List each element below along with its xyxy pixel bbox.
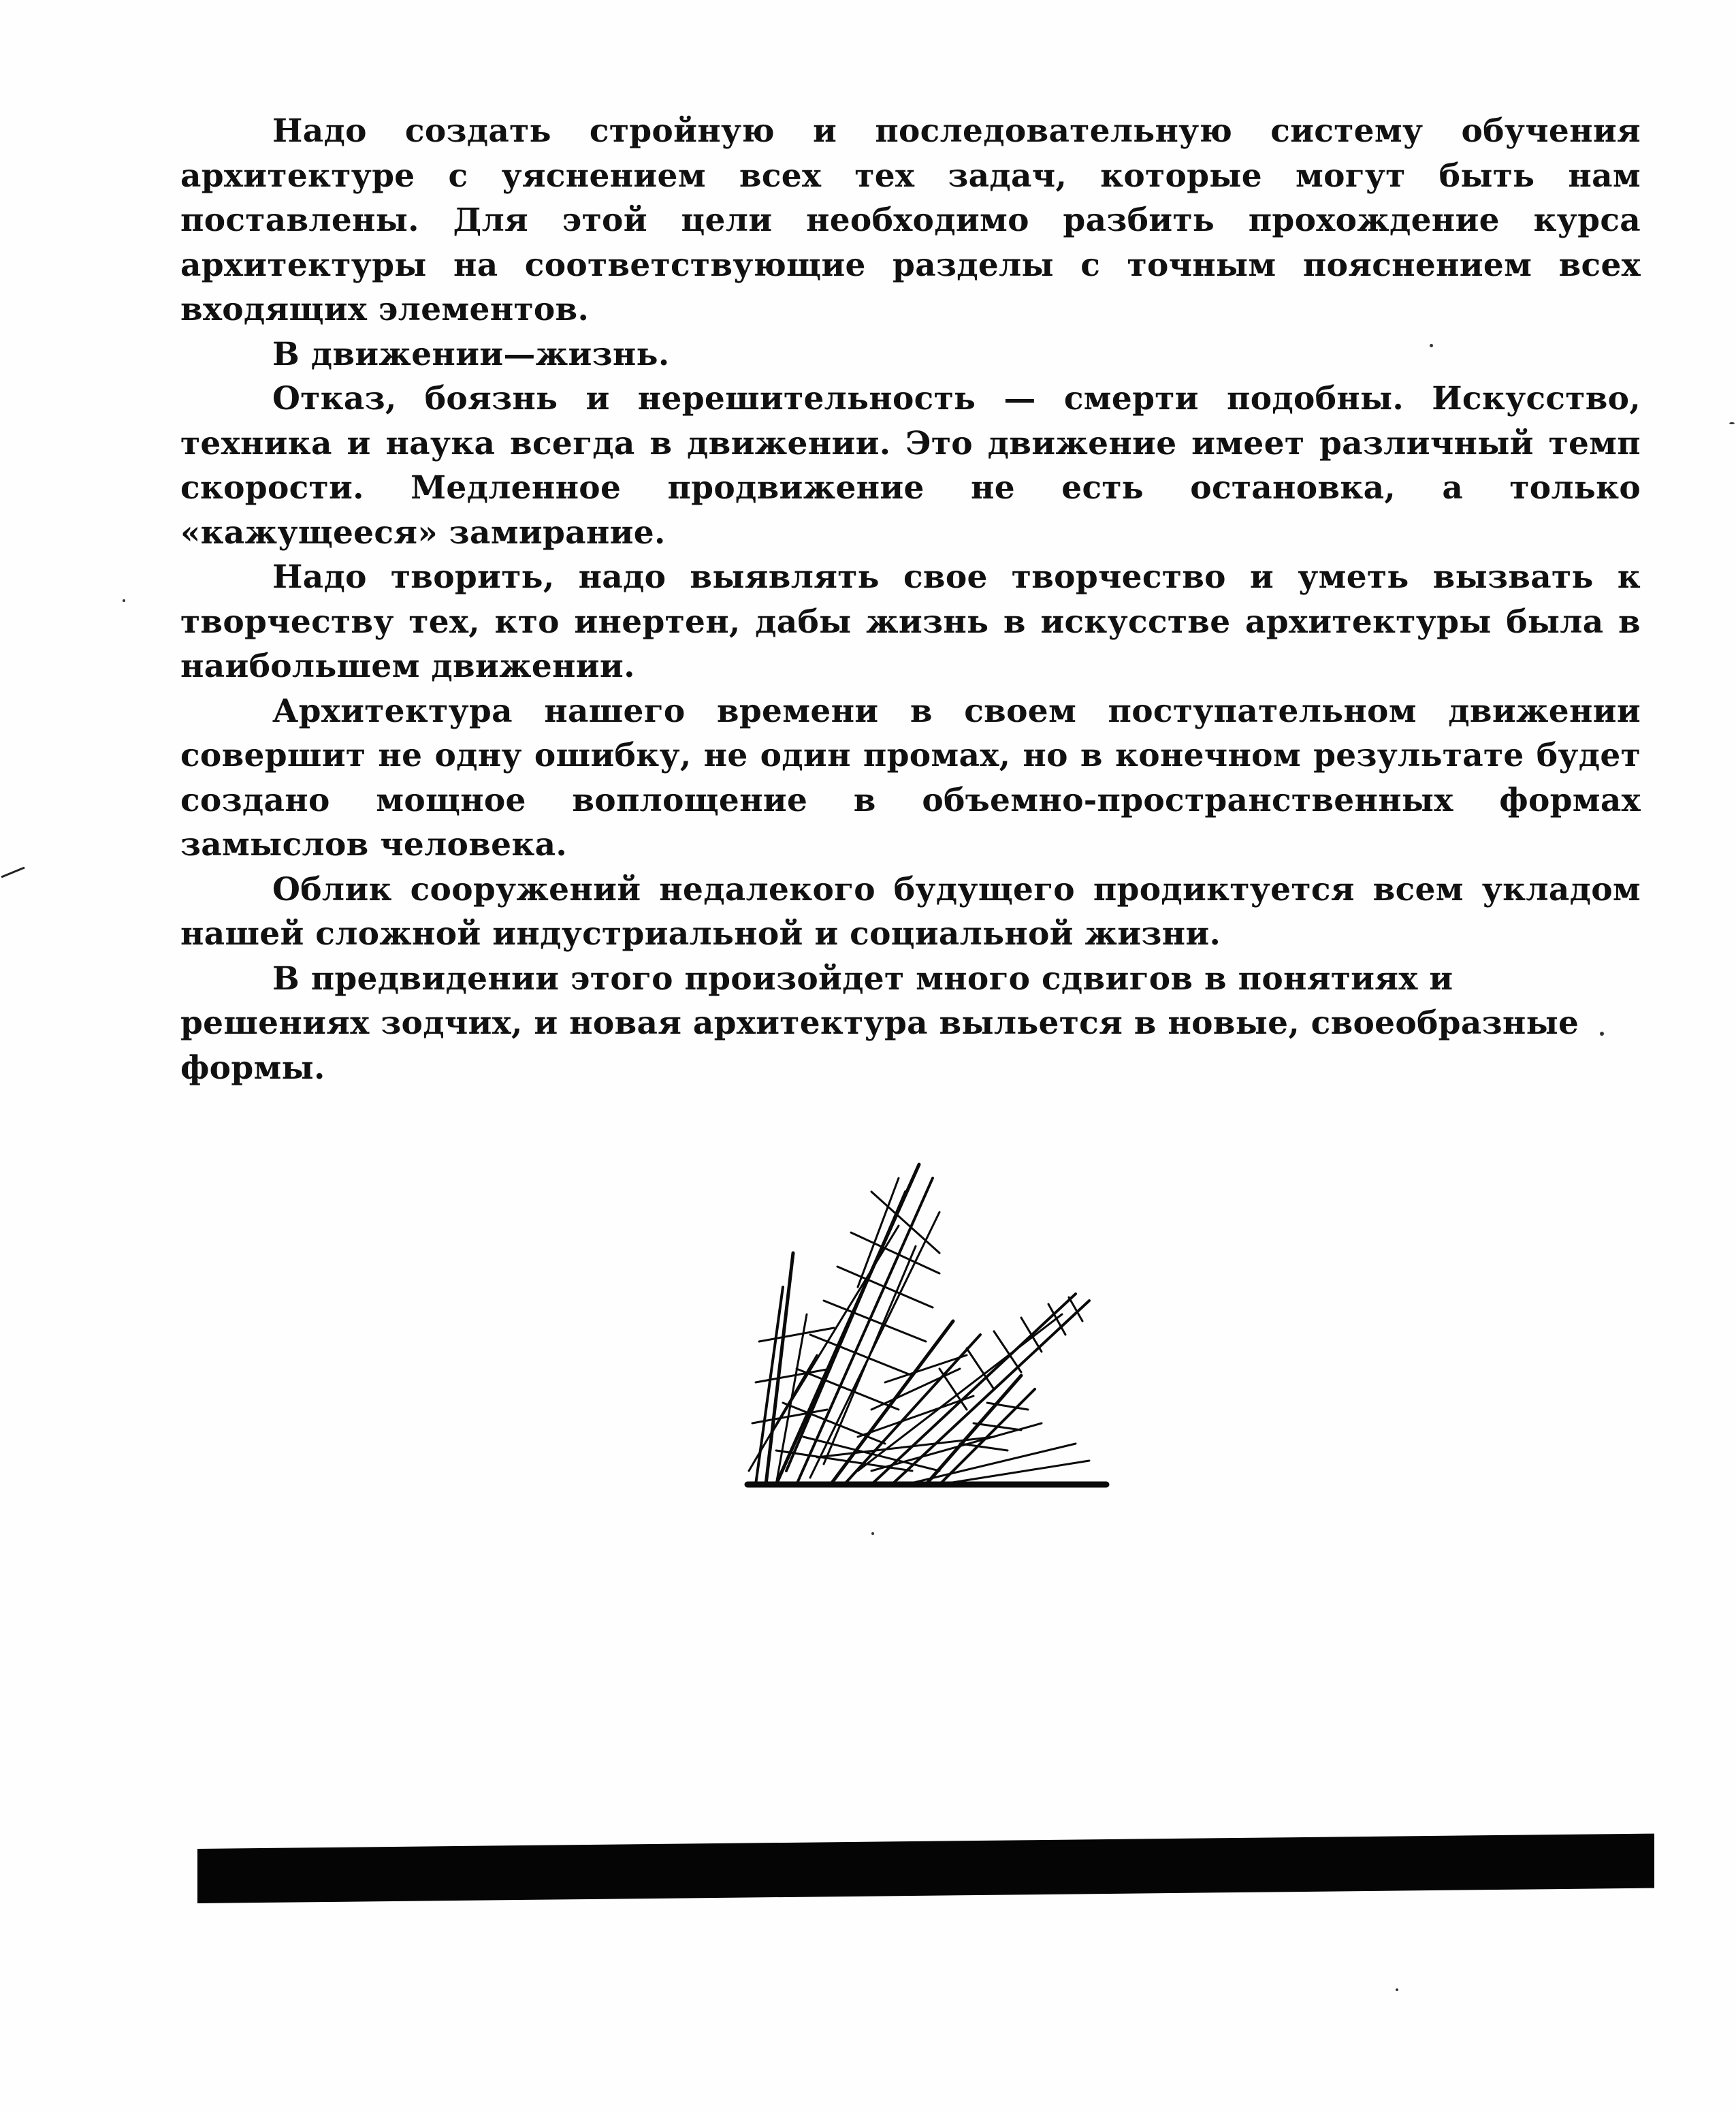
paragraph-4: Надо творить, надо выявлять свое творчество и уметь вызвать к творчеству тех, кто инертен, дабы жизнь в искусстве архитектуры была в наибольшем движении. <box>180 558 1641 685</box>
paper-speck <box>1600 1032 1604 1036</box>
paragraph-1: Надо создать стройную и последовательную систему обучения архитектуре с уяснением всех тех задач, которые могут быть нам поставлены. Для этой цели необходимо разбить прохождение курса архитектуры на соответствующие разделы с точным пояснением всех входящих элементов. <box>180 112 1641 328</box>
black-rule-bar <box>197 1834 1654 1903</box>
body-text <box>180 109 1641 1090</box>
paragraph-2: В движении—жизнь. <box>272 335 670 373</box>
paper-speck <box>1430 344 1433 347</box>
paragraph-5: Архитектура нашего времени в своем поступательном движении совершит не одну ошибку, не один промах, но в конечном результате будет создано мощное воплощение в объемно-пространственных формах замыслов человека. <box>180 692 1641 863</box>
margin-mark-icon <box>0 865 27 878</box>
paper-speck <box>871 1532 874 1535</box>
paragraph-6: Облик сооружений недалекого будущего продиктуется всем укладом нашей сложной индустриальной и социальной жизни. <box>180 870 1641 953</box>
paper-speck <box>1729 422 1735 424</box>
paragraph-3: Отказ, боязнь и нерешительность — смерти подобны. Искусство, техника и наука всегда в движении. Это движение имеет различный темп скорости. Медленное продвижение не есть остановка, а только «кажущееся» замирание. <box>180 380 1641 552</box>
paragraph-7: В предвидении этого произойдет много сдвигов в понятиях и решениях зодчих, и новая архитектура выльется в новые, своеобразные формы. <box>180 959 1579 1087</box>
paper-speck <box>123 599 125 602</box>
constructivist-burst-sketch-icon <box>735 1151 1116 1505</box>
paper-speck <box>1396 1988 1398 1991</box>
